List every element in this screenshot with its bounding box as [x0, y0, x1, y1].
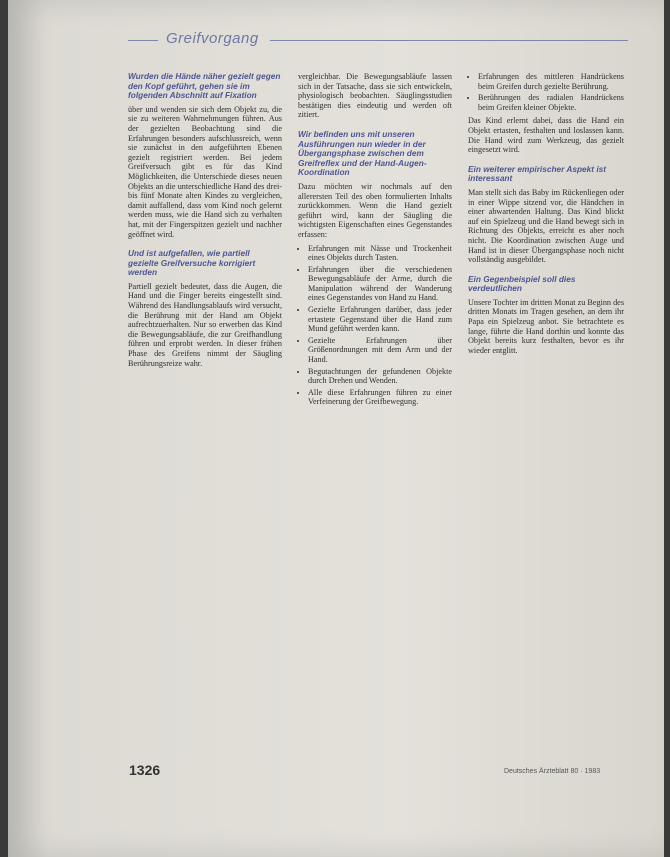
list-item: • Erfahrungen mit Nässe und Trockenheit eines Objekts durch Tasten.	[308, 244, 452, 263]
list-item: • Gezielte Erfahrungen darüber, dass jeder ertastete Gegenstand über die Hand zum Mund geführt werden kann.	[308, 305, 452, 334]
text-column-1	[128, 72, 282, 372]
list-item: • Erfahrungen des mittleren Handrückens beim Greifen durch gezielte Berührung.	[478, 72, 624, 91]
document-page	[8, 0, 664, 857]
list-item: • Alle diese Erfahrungen führen zu einer Verfeinerung der Greifbewegung.	[308, 388, 452, 407]
paragraph: Man stellt sich das Baby im Rückenliegen oder in einer Wippe sitzend vor, die Händchen in einer abwartenden Haltung. Das Kind blickt auf ein Spielzeug und die Hand bewegt sich in Richtung des Objekts, erreicht es aber noch nicht. Die Koordination zwischen Auge und Hand ist in dieser Übergangsphase noch nicht vollständig ausgebildet.	[468, 187, 624, 265]
paragraph: Partiell gezielt bedeutet, dass die Augen, die Hand und die Finger bereits eingestellt sind. Während des Handlungsablaufs wird versucht, die Berührung mit der Hand am Objekt aufrechtzuerhalten. Nur so erwerben das Kind die Bewegungsabläufe, die zur Greifhandlung führen und erprobt werden. In dieser frühen Phase des Greifens nimmt der Säugling Berührungsreize wahr.	[128, 281, 282, 368]
subheading: Ein weiterer empirischer Aspekt ist interessant	[468, 163, 607, 184]
page-number: 1326	[129, 762, 161, 778]
subheading: Und ist aufgefallen, wie partiell gezielte Greifversuche korrigiert werden	[128, 248, 256, 278]
list-item: • Begutachtungen der gefundenen Objekte durch Drehen und Wenden.	[308, 367, 452, 386]
paragraph: über und wenden sie sich dem Objekt zu, die sie zu weiteren Wahrnehmungen führen. Aus der gezielten Beobachtung sind die Erfahrungen besonders aufschlussreich, wenn sie zunächst in den aufgeführten Ebenen gezielt registriert werden. Bei jedem Greifversuch gibt es für das Kind Möglichkeiten, die Unterschiede dieses neuen Objekts an die unterschiedliche Hand des drei- bis fünf Monate alten Kindes zu vergleichen, damit auffallend, dass vom Kind noch gelernt werden muss, wie die Hand sich zu verhalten hat, mit der Fingerspitzen gezielt und nachher geöffnet wird.	[128, 104, 282, 239]
text-column-2	[298, 72, 452, 411]
paragraph: vergleichbar. Die Bewegungsabläufe lassen sich in der Tatsache, dass sie sich entwickeln, physiologisch beobachten. Säuglingsstudien bestätigen dies eindeutig und werden oft zitiert.	[298, 72, 452, 120]
bullet-list	[298, 244, 452, 408]
paragraph: Dazu möchten wir nochmals auf den allerersten Teil des oben formulierten Inhalts zurückkommen. Wenn die Hand gezielt geführt wird, kann der Säugling die wichtigsten Eigenschaften eines Gegenstandes erfassen:	[298, 181, 452, 239]
page-header-title: Greifvorgang	[166, 30, 259, 47]
text-column-3	[468, 72, 624, 359]
list-item: • Berührungen des radialen Handrückens beim Greifen kleiner Objekte.	[478, 93, 624, 112]
subheading: Wir befinden uns mit unseren Ausführungen nun wieder in der Übergangsphase zwischen dem Greifreflex und der Hand-Augen-Koordination	[298, 128, 427, 178]
header-rule-left	[128, 40, 158, 41]
paragraph: Das Kind erlernt dabei, dass die Hand ein Objekt ertasten, festhalten und loslassen kann. Die Hand wird zum Werkzeug, das gezielt eingesetzt wird.	[468, 116, 624, 155]
lead-heading: Wurden die Hände näher gezielt gegen den Kopf geführt, gehen sie im folgenden Abschnitt auf Fixation	[128, 71, 281, 101]
list-item: • Gezielte Erfahrungen über Größenordnungen mit dem Arm und der Hand.	[308, 336, 452, 365]
subheading: Ein Gegenbeispiel soll dies verdeutlichen	[468, 273, 576, 294]
bullet-list	[468, 72, 624, 112]
header-rule-right	[270, 40, 628, 41]
paragraph: Unsere Tochter im dritten Monat zu Beginn des dritten Monats im Tragen gesehen, an dem ihr Papa ein Spielzeug anbot. Sie betrachtete es lange, führte die Hand dorthin und konnte das Objekt bereits kurz festhalten, bevor es ihr wieder entglitt.	[468, 297, 624, 355]
journal-reference: Deutsches Ärzteblatt 80 · 1983	[504, 768, 601, 775]
list-item: • Erfahrungen über die verschiedenen Bewegungsabläufe der Arme, durch die Manipulation während der Wanderung eines Gegenstandes von Hand zu Hand.	[308, 265, 452, 303]
